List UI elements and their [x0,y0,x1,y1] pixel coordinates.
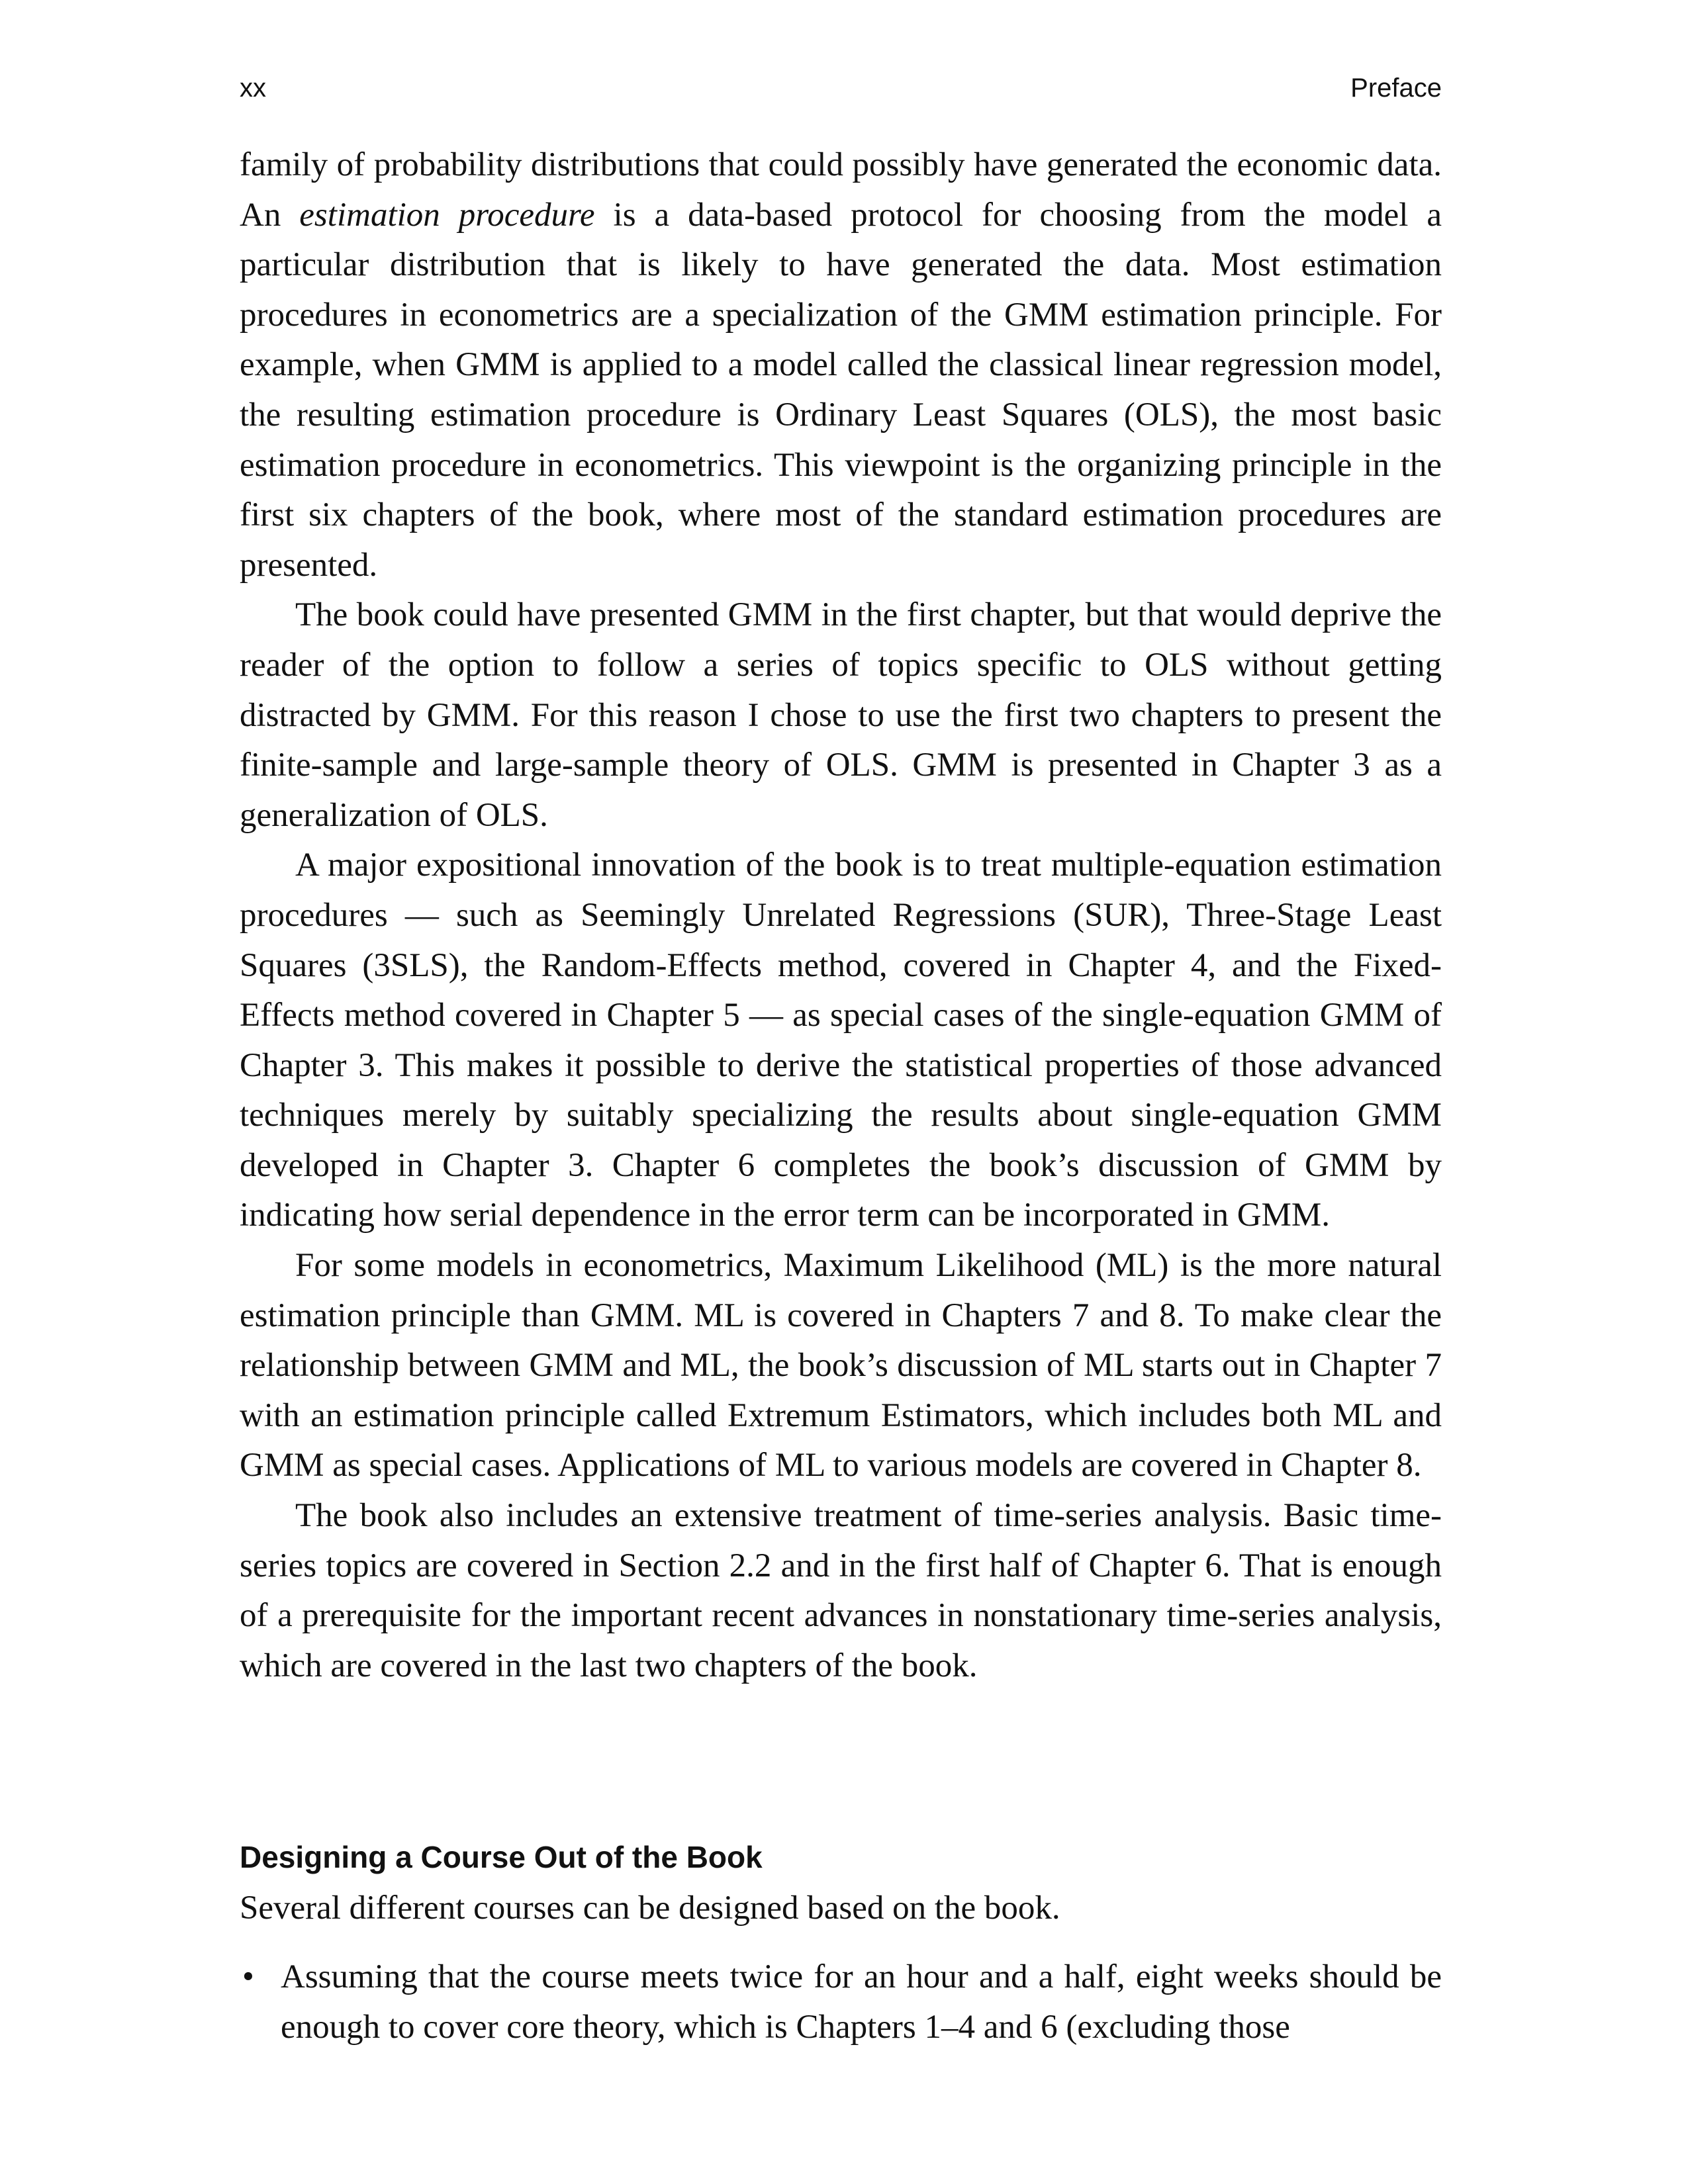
course-list [240,1952,1442,2052]
paragraph-1 [240,140,1442,590]
book-page [240,0,1442,2184]
list-item-text: Assuming that the course meets twice for an hour and a half, eight weeks should be enough to cover core theory, which is Chapters 1–4 and 6 (excluding those [281,1958,1442,2046]
body-text [240,140,1442,1691]
paragraph-1-lead: family of probability distributions that could possibly have generated the economic data. An [240,146,1442,234]
running-head [240,71,1442,105]
page-number: xx [240,73,266,103]
bullet-icon: • [242,1958,254,1995]
paragraph-2: The book could have presented GMM in the first chapter, but that would deprive the reader of the option to follow a series of topics specific to OLS without getting distracted by GMM. For this reason I chose to use the first two chapters to present the finite-sample and large-sample theory of OLS. GMM is presented in Chapter 3 as a generalization of OLS. [240,596,1442,834]
paragraph-3: A major expositional innovation of the book is to treat multiple-equation estimation procedures — such as Seemingly Unrelated Regressions (SUR), Three-Stage Least Squares (3SLS), the Random-Effects method, covered in Chapter 4, and the Fixed-Effects method covered in Chapter 5 — as special cases of the single-equation GMM of Chapter 3. This makes it possible to derive the statistical properties of those advanced techniques merely by suitably specializing the results about single-equation GMM developed in Chapter 3. Chapter 6 completes the book’s discussion of GMM by indicating how serial dependence in the error term can be incorporated in GMM. [240,846,1442,1234]
paragraph-4: For some models in econometrics, Maximum Likelihood (ML) is the more natural estimation principle than GMM. ML is covered in Chapters 7 and 8. To make clear the relationship between GMM and ML, the book’s discussion of ML starts out in Chapter 7 with an estimation principle called Extremum Estimators, which includes both ML and GMM as special cases. Applications of ML to various models are covered in Chapter 8. [240,1247,1442,1484]
paragraph-5: The book also includes an extensive treatment of time-series analysis. Basic time-series topics are covered in Section 2.2 and in the first half of Chapter 6. That is enough of a prerequisite for the important recent advances in nonstationary time-series analysis, which are covered in the last two chapters of the book. [240,1497,1442,1684]
section-heading: Designing a Course Out of the Book [240,1840,763,1874]
term-estimation-procedure: estimation procedure [299,196,595,234]
paragraph-1-rest: is a data-based protocol for choosing from the model a particular distribution that is likely to have generated the data. Most estimation procedures in econometrics are a specialization of the GMM estimation principle. For example, when GMM is applied to a model called the classical linear regression model, the resulting estimation procedure is Ordinary Least Squares (OLS), the most basic estimation procedure in econometrics. This viewpoint is the organizing principle in the first six chapters of the book, where most of the standard estimation procedures are presented. [240,196,1442,584]
section-intro: Several different courses can be designed based on the book. [240,1889,1060,1927]
list-item [240,1952,1442,2052]
running-head-title: Preface [1350,73,1442,103]
